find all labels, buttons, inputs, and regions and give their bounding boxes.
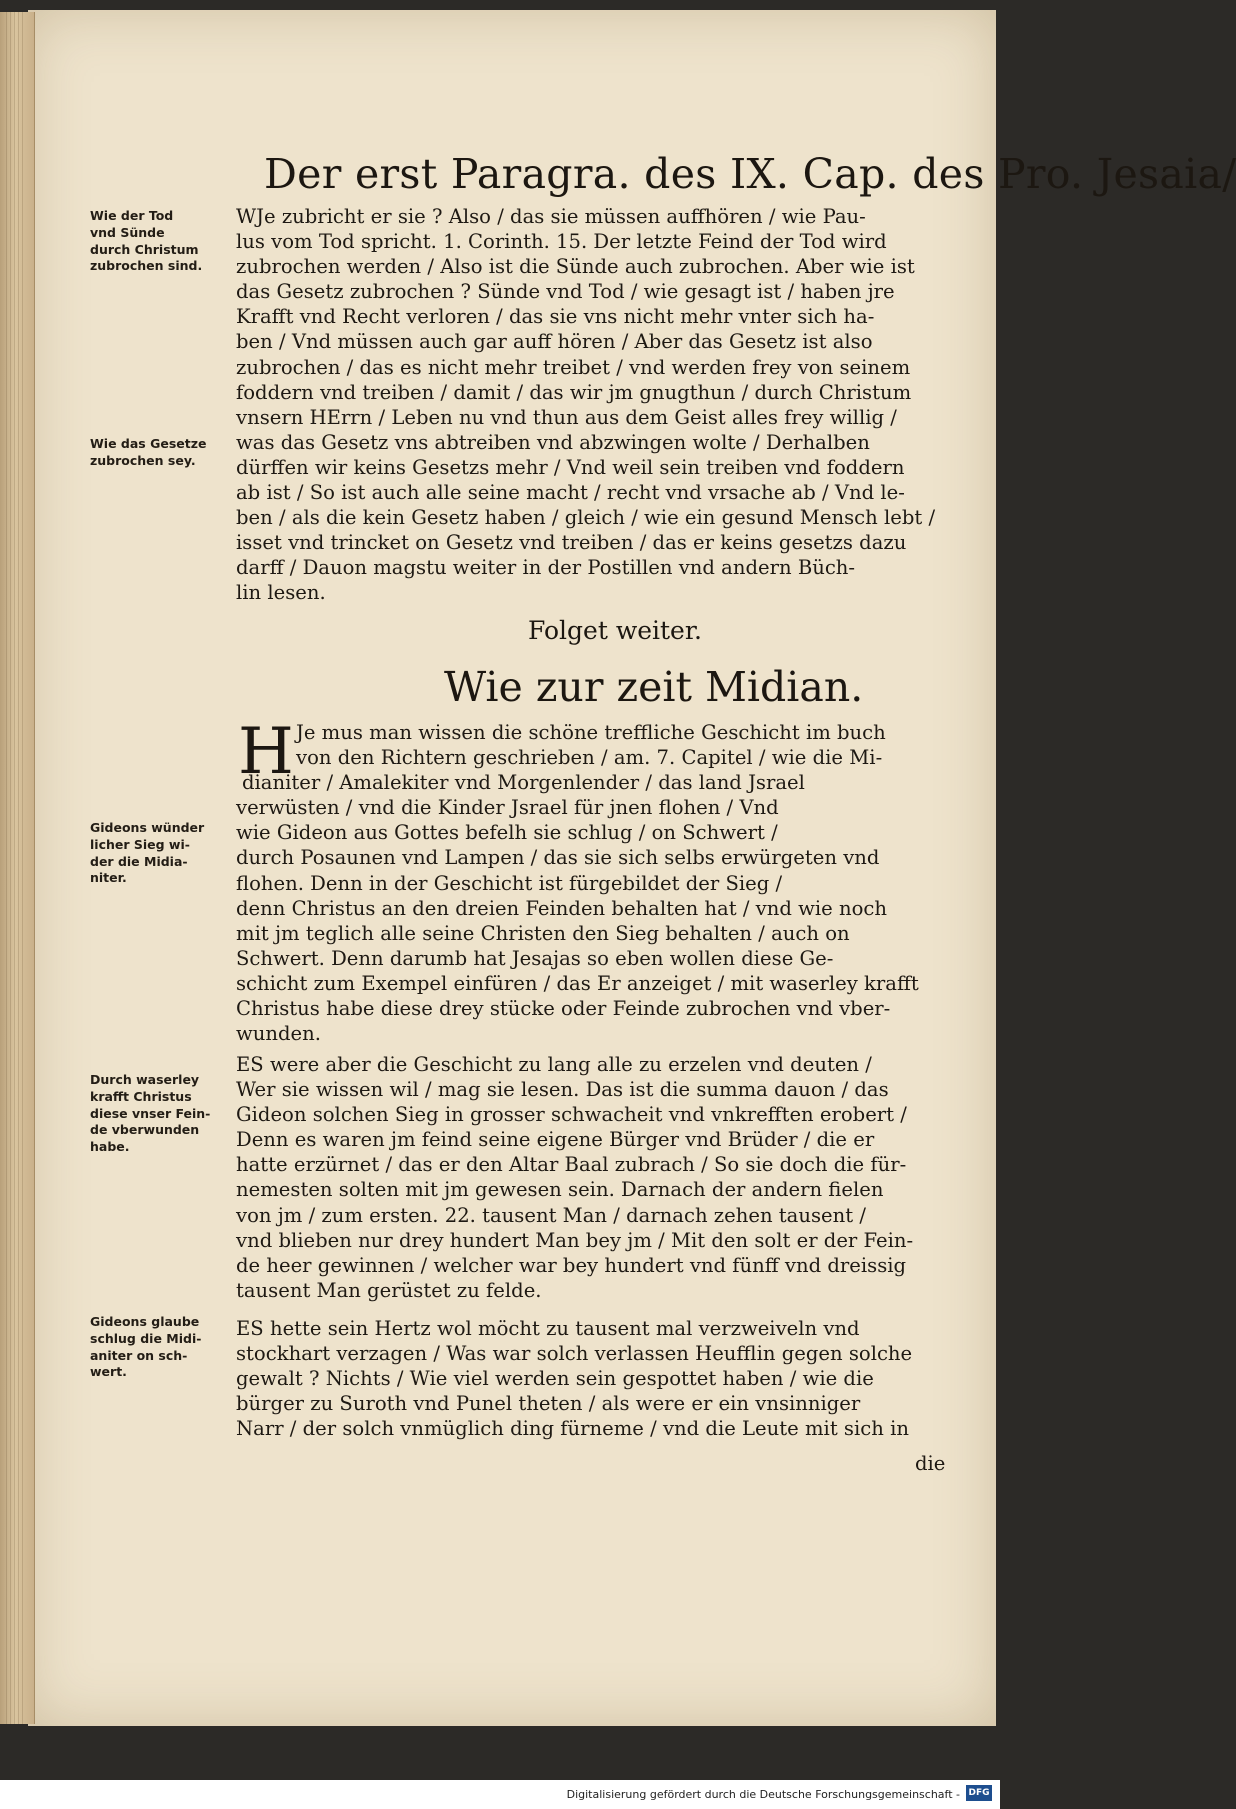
note-line: de vberwunden — [90, 1122, 200, 1138]
text-line: ES hette sein Hertz wol möcht zu tausent mal verzweiveln vnd — [236, 1317, 860, 1340]
paragraph-1 — [236, 204, 946, 606]
text-line: ES were aber die Geschicht zu lang alle zu erzelen vnd deuten / — [236, 1053, 872, 1076]
margin-note-2 — [90, 436, 240, 470]
text-line: vnsern HErrn / Leben nu vnd thun aus dem Geist alles frey willig / — [236, 405, 897, 429]
text-line: dürffen wir keins Gesetzs mehr / Vnd weil sein treiben vnd foddern — [236, 455, 905, 479]
text-line: Christus habe diese drey stücke oder Feinde zubrochen vnd vber- — [236, 997, 891, 1021]
text-line: vnd blieben nur drey hundert Man bey jm / Mit den solt er der Fein- — [236, 1228, 914, 1252]
note-line: aniter on sch- — [90, 1347, 188, 1363]
text-line: verwüsten / vnd die Kinder Jsrael für jnen flohen / Vnd — [236, 796, 779, 820]
note-line: licher Sieg wi- — [90, 836, 190, 852]
text-line: von den Richtern geschrieben / am. 7. Capitel / wie die Mi- — [296, 746, 883, 770]
text-line: ben / Vnd müssen auch gar auff hören / Aber das Gesetz ist also — [236, 330, 873, 354]
note-line: zubrochen sind. — [90, 258, 203, 274]
text-line: Narr / der solch vnmüglich ding fürneme / vnd die Leute mit sich in — [236, 1417, 909, 1441]
note-line: diese vnser Fein- — [90, 1105, 211, 1121]
text-line: foddern vnd treiben / damit / das wir jm gnugthun / durch Christum — [236, 380, 912, 404]
text-line: wunden. — [236, 1022, 321, 1046]
text-line: isset vnd trincket on Gesetz vnd treiben / das er keins gesetzs dazu — [236, 531, 907, 555]
note-line: krafft Christus — [90, 1088, 192, 1104]
text-line: stockhart verzagen / Was war solch verlassen Heufflin gegen solche — [236, 1342, 913, 1366]
text-line: das Gesetz zubrochen ? Sünde vnd Tod / wie gesagt ist / haben jre — [236, 280, 895, 304]
paragraph-2 — [236, 715, 946, 1046]
text-line: bürger zu Suroth vnd Punel theten / als were er ein vnsinniger — [236, 1392, 861, 1416]
text-line: von jm / zum ersten. 22. tausent Man / darnach zehen tausent / — [236, 1203, 866, 1227]
text-line: dianiter / Amalekiter vnd Morgenlender / das land Jsrael — [242, 771, 805, 795]
text-line: zubrochen werden / Also ist die Sünde auch zubrochen. Aber wie ist — [236, 255, 915, 279]
text-line: nemesten solten mit jm gewesen sein. Darnach der andern fielen — [236, 1178, 884, 1202]
text-line: Gideon solchen Sieg in grosser schwacheit vnd vnkrefften erobert / — [236, 1103, 907, 1127]
paragraph-3 — [236, 1052, 946, 1303]
margin-note-4 — [90, 1072, 240, 1156]
text-line: Denn es waren jm feind seine eigene Bürger vnd Brüder / die er — [236, 1128, 875, 1152]
note-line: habe. — [90, 1139, 130, 1155]
text-line: wie Gideon aus Gottes befelh sie schlug / on Schwert / — [236, 821, 778, 845]
note-line: zubrochen sey. — [90, 452, 196, 468]
text-line: darff / Dauon magstu weiter in der Postillen vnd andern Büch- — [236, 556, 856, 580]
text-line: was das Gesetz vns abtreiben vnd abzwingen wolte / Derhalben — [236, 430, 870, 454]
note-line: niter. — [90, 870, 127, 886]
page-edge — [0, 12, 35, 1724]
catchword: die — [915, 1452, 946, 1475]
text-line: ben / als die kein Gesetz haben / gleich / wie ein gesund Mensch lebt / — [236, 506, 936, 530]
text-line: schicht zum Exempel einfüren / das Er anzeiget / mit waserley krafft — [236, 971, 919, 995]
note-line: der die Midia- — [90, 853, 188, 869]
text-line: denn Christus an den dreien Feinden behalten hat / vnd wie noch — [236, 896, 887, 920]
drop-cap: H — [238, 715, 294, 789]
text-line: WJe zubricht er sie ? Also / das sie müssen auffhören / wie Pau- — [236, 205, 866, 228]
note-line: vnd Sünde — [90, 224, 165, 240]
margin-note-3 — [90, 820, 240, 887]
note-line: Gideons wünder — [90, 820, 205, 835]
text-line: ab ist / So ist auch alle seine macht / recht vnd vrsache ab / Vnd le- — [236, 481, 905, 505]
margin-note-1 — [90, 208, 240, 275]
note-line: wert. — [90, 1364, 127, 1380]
folget-weiter: Folget weiter. — [528, 616, 702, 645]
text-line: Krafft vnd Recht verloren / das sie vns nicht mehr vnter sich ha- — [236, 305, 875, 329]
text-line: durch Posaunen vnd Lampen / das sie sich selbs erwürgeten vnd — [236, 846, 880, 870]
section-title: Wie zur zeit Midian. — [444, 663, 864, 711]
text-line: tausent Man gerüstet zu felde. — [236, 1278, 542, 1302]
note-line: Wie der Tod — [90, 208, 174, 223]
text-line: lin lesen. — [236, 581, 326, 605]
text-line: flohen. Denn in der Geschicht ist fürgebildet der Sieg / — [236, 871, 783, 895]
note-line: Wie das Gesetze — [90, 436, 207, 451]
dfg-logo: DFG — [966, 1785, 992, 1801]
note-line: Gideons glaube — [90, 1314, 200, 1329]
note-line: Durch waserley — [90, 1072, 200, 1087]
text-line: hatte erzürnet / das er den Altar Baal zubrach / So sie doch die für- — [236, 1153, 907, 1177]
text-line: Wer sie wissen wil / mag sie lesen. Das ist die summa dauon / das — [236, 1078, 889, 1102]
paragraph-4 — [236, 1316, 946, 1441]
text-line: de heer gewinnen / welcher war bey hundert vnd fünff vnd dreissig — [236, 1253, 907, 1277]
footer-credit: Digitalisierung gefördert durch die Deutsche Forschungsgemeinschaft - — [566, 1788, 960, 1801]
text-line: Schwert. Denn darumb hat Jesajas so eben wollen diese Ge- — [236, 946, 834, 970]
margin-note-5 — [90, 1314, 240, 1381]
text-line: gewalt ? Nichts / Wie viel werden sein gespottet haben / wie die — [236, 1367, 874, 1391]
text-line: Je mus man wissen die schöne treffliche Geschicht im buch — [296, 721, 886, 744]
note-line: durch Christum — [90, 241, 199, 257]
text-line: zubrochen / das es nicht mehr treibet / vnd werden frey von seinem — [236, 355, 911, 379]
running-heading: Der erst Paragra. des IX. Cap. des Pro. Jesaia/ — [264, 150, 1236, 198]
text-line: lus vom Tod spricht. 1. Corinth. 15. Der letzte Feind der Tod wird — [236, 230, 887, 254]
text-line: mit jm teglich alle seine Christen den Sieg behalten / auch on — [236, 921, 850, 945]
digitization-footer — [0, 1780, 1000, 1809]
note-line: schlug die Midi- — [90, 1330, 202, 1346]
